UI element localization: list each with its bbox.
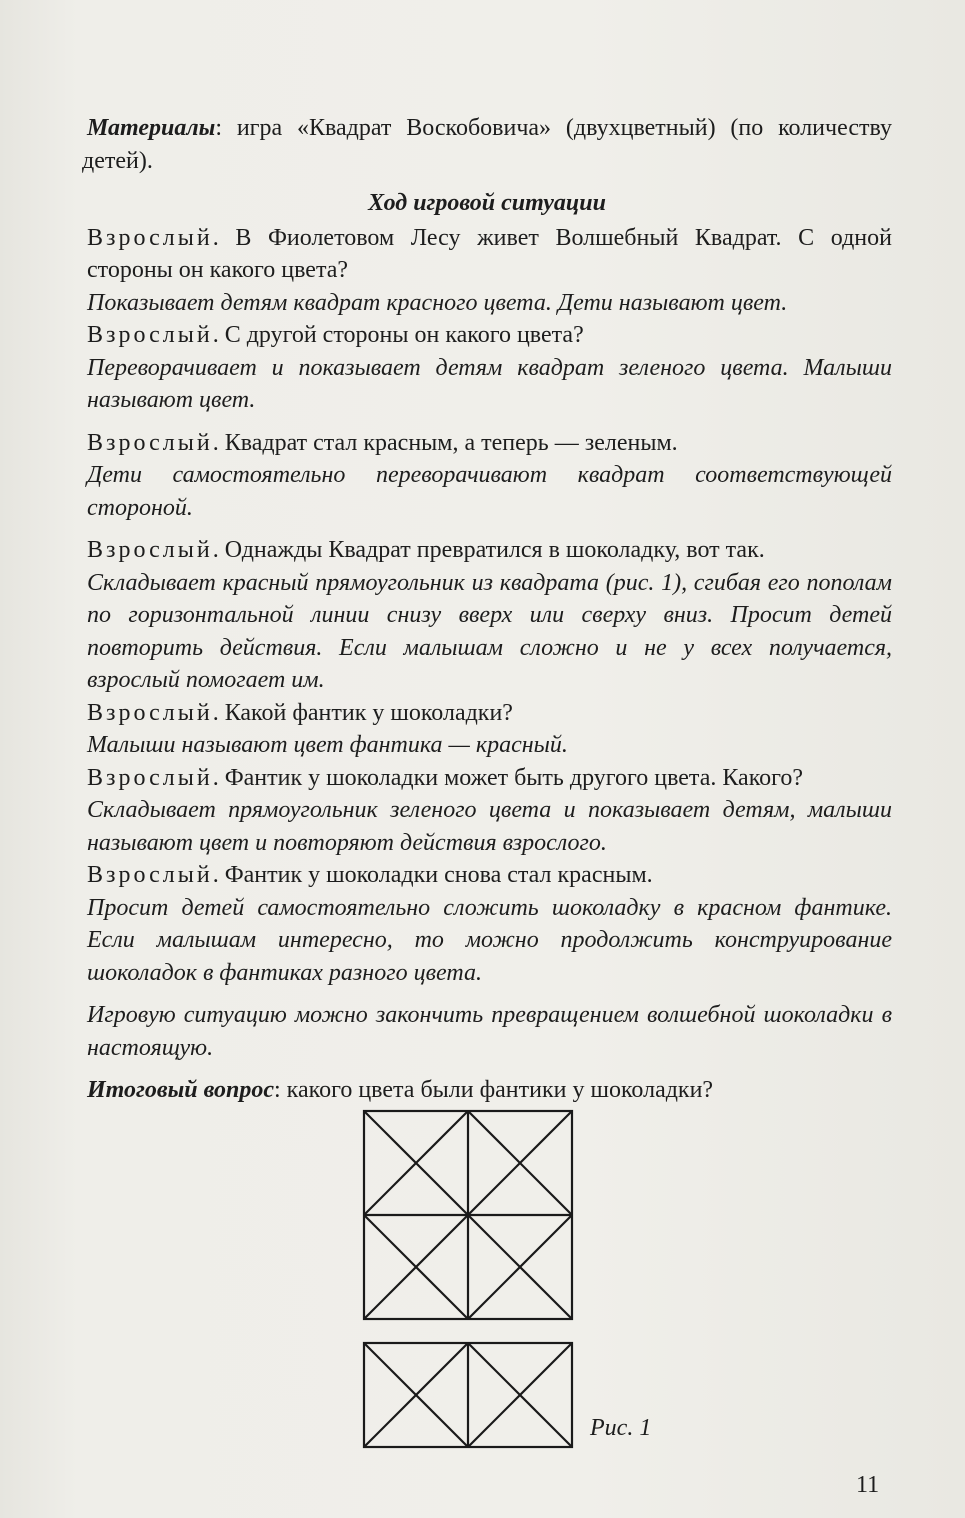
adult-line: Взрослый. Какой фантик у шоколадки? <box>87 699 513 726</box>
action-line: Показывает детям квадрат красного цвета. Дети называют цвет. <box>87 289 788 316</box>
action-line: Складывает красный прямоугольник из квадрата (рис. 1), сгибая его пополам по горизонтальной линии снизу вверх или сверху вниз. Просит детей повторить действия. Если малышам сложно и не у всех получается, взрослый помогает им. <box>87 569 892 693</box>
note-line: Игровую ситуацию можно закончить превращением волшебной шоколадки в настоящую. <box>87 1002 892 1061</box>
action-line: Просит детей самостоятельно сложить шоколадку в красном фантике. Если малышам интересно, то можно продолжить конструирование шоколадок в фантиках разного цвета. <box>87 894 892 986</box>
page-number: 11 <box>856 1472 880 1498</box>
action-line: Складывает прямоугольник зеленого цвета и показывает детям, малыши называют цвет и повторяют действия взрослого. <box>87 797 892 856</box>
materials-label: Материалы <box>87 115 216 141</box>
adult-line: Взрослый. Фантик у шоколадки может быть другого цвета. Какого? <box>87 764 804 791</box>
action-line: Дети самостоятельно переворачивают квадрат соответствующей стороной. <box>87 462 892 521</box>
figure-caption: Рис. 1 <box>590 1415 652 1441</box>
adult-line: Взрослый. В Фиолетовом Лесу живет Волшебный Квадрат. С одной стороны он какого цвета? <box>87 224 892 283</box>
action-line: Переворачивает и показывает детям квадрат зеленого цвета. Малыши называют цвет. <box>87 354 892 413</box>
adult-line: Взрослый. Однажды Квадрат превратился в шоколадку, вот так. <box>87 537 765 563</box>
final-question: Итоговый вопрос: какого цвета были фантики у шоколадки? <box>87 1077 714 1103</box>
adult-line: Взрослый. С другой стороны он какого цвета? <box>87 322 584 348</box>
section-heading: Ход игровой ситуации <box>368 190 606 216</box>
adult-line: Взрослый. Квадрат стал красным, а теперь — зеленым. <box>87 429 678 456</box>
action-line: Малыши называют цвет фантика — красный. <box>87 732 568 758</box>
adult-line: Взрослый. Фантик у шоколадки снова стал красным. <box>87 862 653 888</box>
materials-text: : игра «Квадрат Воскобовича» (двухцветный) (по количеству детей). <box>82 115 892 174</box>
